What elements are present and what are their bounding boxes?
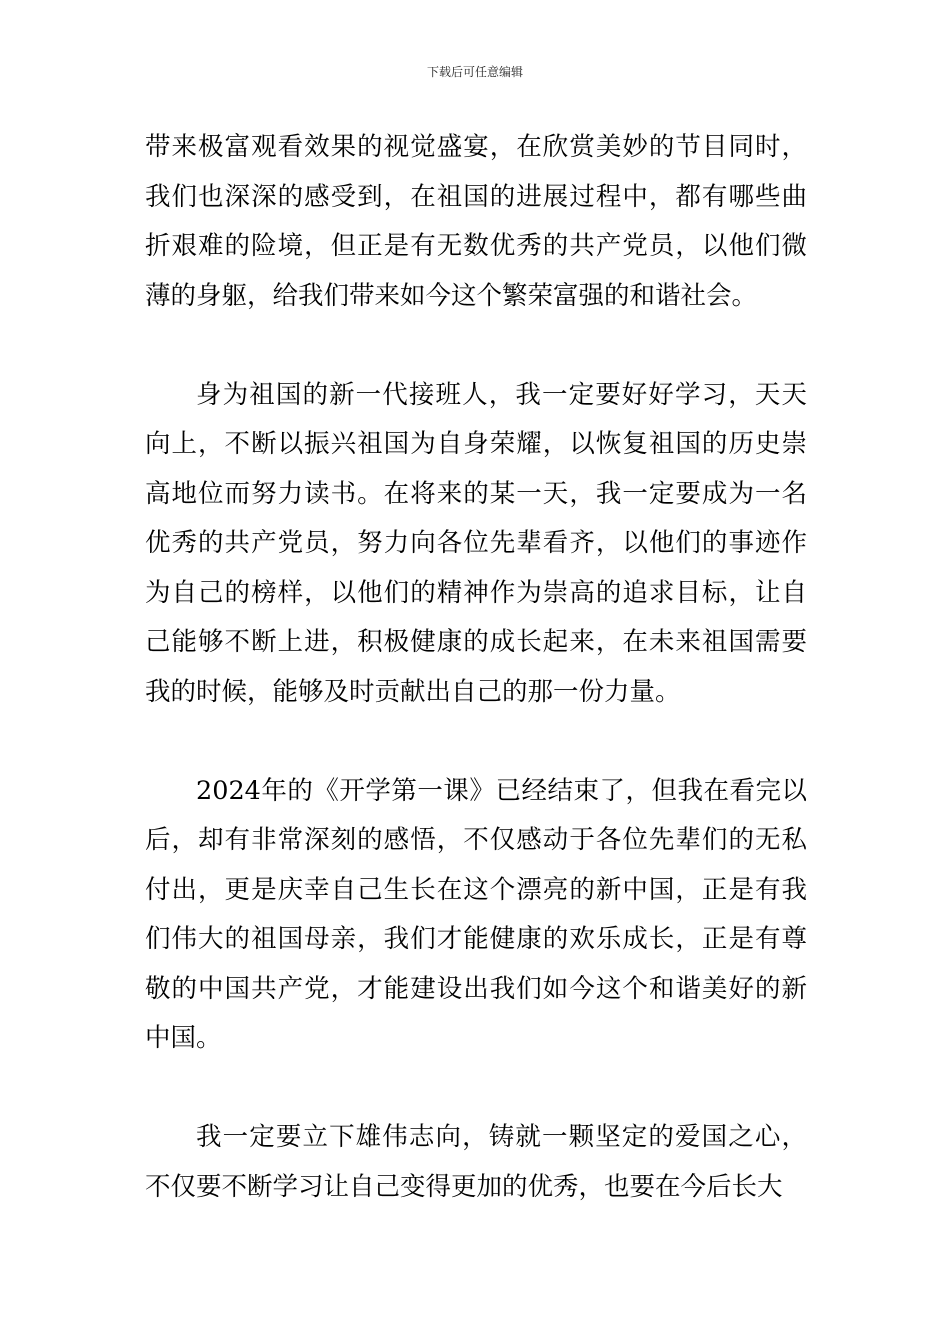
paragraph-4: 我一定要立下雄伟志向，铸就一颗坚定的爱国之心，不仅要不断学习让自己变得更加的优秀，也要在今后长大 xyxy=(145,1122,807,1202)
paragraph-gap xyxy=(145,321,807,371)
document-body xyxy=(145,123,807,1212)
page-header: 下载后可任意编辑 xyxy=(426,65,523,79)
paragraph-3: 2024年的《开学第一课》已经结束了，但我在看完以后，却有非常深刻的感悟，不仅感动于各位先辈们的无私付出，更是庆幸自己生长在这个漂亮的新中国，正是有我们伟大的祖国母亲，我们才能健康的欢乐成长，正是有尊敬的中国共产党，才能建设出我们如今这个和谐美好的新中国。 xyxy=(145,775,807,1053)
paragraph-gap xyxy=(145,1064,807,1114)
paragraph-1: 带来极富观看效果的视觉盛宴，在欣赏美妙的节目同时，我们也深深的感受到，在祖国的进展过程中，都有哪些曲折艰难的险境，但正是有无数优秀的共产党员，以他们微薄的身躯，给我们带来如今这个繁荣富强的和谐社会。 xyxy=(145,132,807,311)
paragraph-gap xyxy=(145,717,807,767)
paragraph-2: 身为祖国的新一代接班人，我一定要好好学习，天天向上，不断以振兴祖国为自身荣耀，以恢复祖国的历史崇高地位而努力读书。在将来的某一天，我一定要成为一名优秀的共产党员，努力向各位先辈看齐，以他们的事迹作为自己的榜样，以他们的精神作为崇高的追求目标，让自己能够不断上进，积极健康的成长起来，在未来祖国需要我的时候，能够及时贡献出自己的那一份力量。 xyxy=(145,379,807,707)
